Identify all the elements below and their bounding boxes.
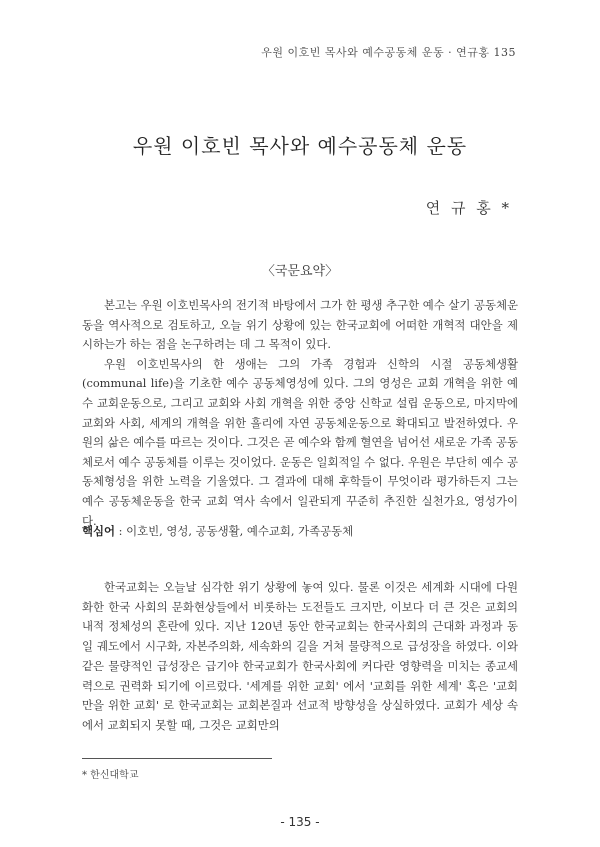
keywords-label: 핵심어: [82, 524, 116, 538]
abstract-heading: 〈국문요약〉: [261, 264, 339, 279]
keywords-separator: :: [115, 524, 127, 538]
author-name: 연 규 홍 *: [425, 199, 512, 217]
article-title: 우원 이호빈 목사와 예수공동체 운동: [132, 134, 468, 158]
keywords: [82, 523, 518, 539]
abstract-paragraph: 우원 이호빈목사의 한 생애는 그의 가족 경험과 신학의 시절 공동체생활(communal life)을 기초한 예수 공동체영성에 있다. 그의 영성은 교회 개혁을 위한 예수 교회운동으로, 그리고 교회와 사회 개혁을 위한 중앙 신학교 설립 운동으로, 마지막에 교회와 사회, 세계의 개혁을 위한 흘리에 자연 공동체운동으로 확대되고 발전하였다. 우원의 삶은 예수를 따르는 것이다. 그것은 곧 예수와 함께 혈연을 넘어선 새로운 가족 공동체로서 예수 공동체를 이루는 것이었다. 운동은 일회적일 수 없다. 우원은 부단히 예수 공동체형성을 위한 노력을 기울였다. 그 결과에 대해 후학들이 무엇이라 평가하든지 그는 예수 공동체운동을 한국 교회 역사 속에서 일관되게 꾸준히 추진한 실천가요, 영성가이다.: [82, 356, 518, 528]
footnote-divider: [82, 758, 272, 759]
keywords-text: 이호빈, 영성, 공동생활, 예수교회, 가족공동체: [126, 524, 354, 538]
abstract: [82, 296, 518, 531]
body-text: [82, 578, 518, 736]
abstract-paragraph: 본고는 우원 이호빈목사의 전기적 바탕에서 그가 한 평생 추구한 예수 살기 공동체운동을 역사적으로 검토하고, 오늘 위기 상황에 있는 한국교회에 어떠한 개혁적 대안을 제시하는가 하는 점을 논구하려는 데 그 목적이 있다.: [82, 298, 518, 352]
body-paragraph: 한국교회는 오늘날 심각한 위기 상황에 놓여 있다. 물론 이것은 세계화 시대에 다원화한 한국 사회의 문화현상들에서 비롯하는 도전들도 크지만, 이보다 더 큰 것은 교회의 내적 정체성의 혼란에 있다. 지난 120년 동안 한국교회는 한국사회의 근대화 과정과 동일 궤도에서 시구화, 자본주의화, 세속화의 길을 거쳐 물량적으로 급성장을 하였다. 이와 같은 물량적인 급성장은 급기야 한국교회가 한국사회에 커다란 영향력을 미치는 종교세력으로 권력화 되기에 이르렀다. '세계를 위한 교회' 에서 '교회를 위한 세계' 혹은 '교회만을 위한 교회' 로 한국교회는 교회본질과 선교적 방향성을 상실하였다. 교회가 세상 속에서 교회되지 못할 때, 그것은 교회만의: [82, 580, 518, 732]
page-number: - 135 -: [280, 815, 320, 829]
running-head: 우원 이호빈 목사와 예수공동체 운동 · 연규홍 135: [261, 46, 516, 59]
footnote: * 한신대학교: [82, 770, 139, 781]
